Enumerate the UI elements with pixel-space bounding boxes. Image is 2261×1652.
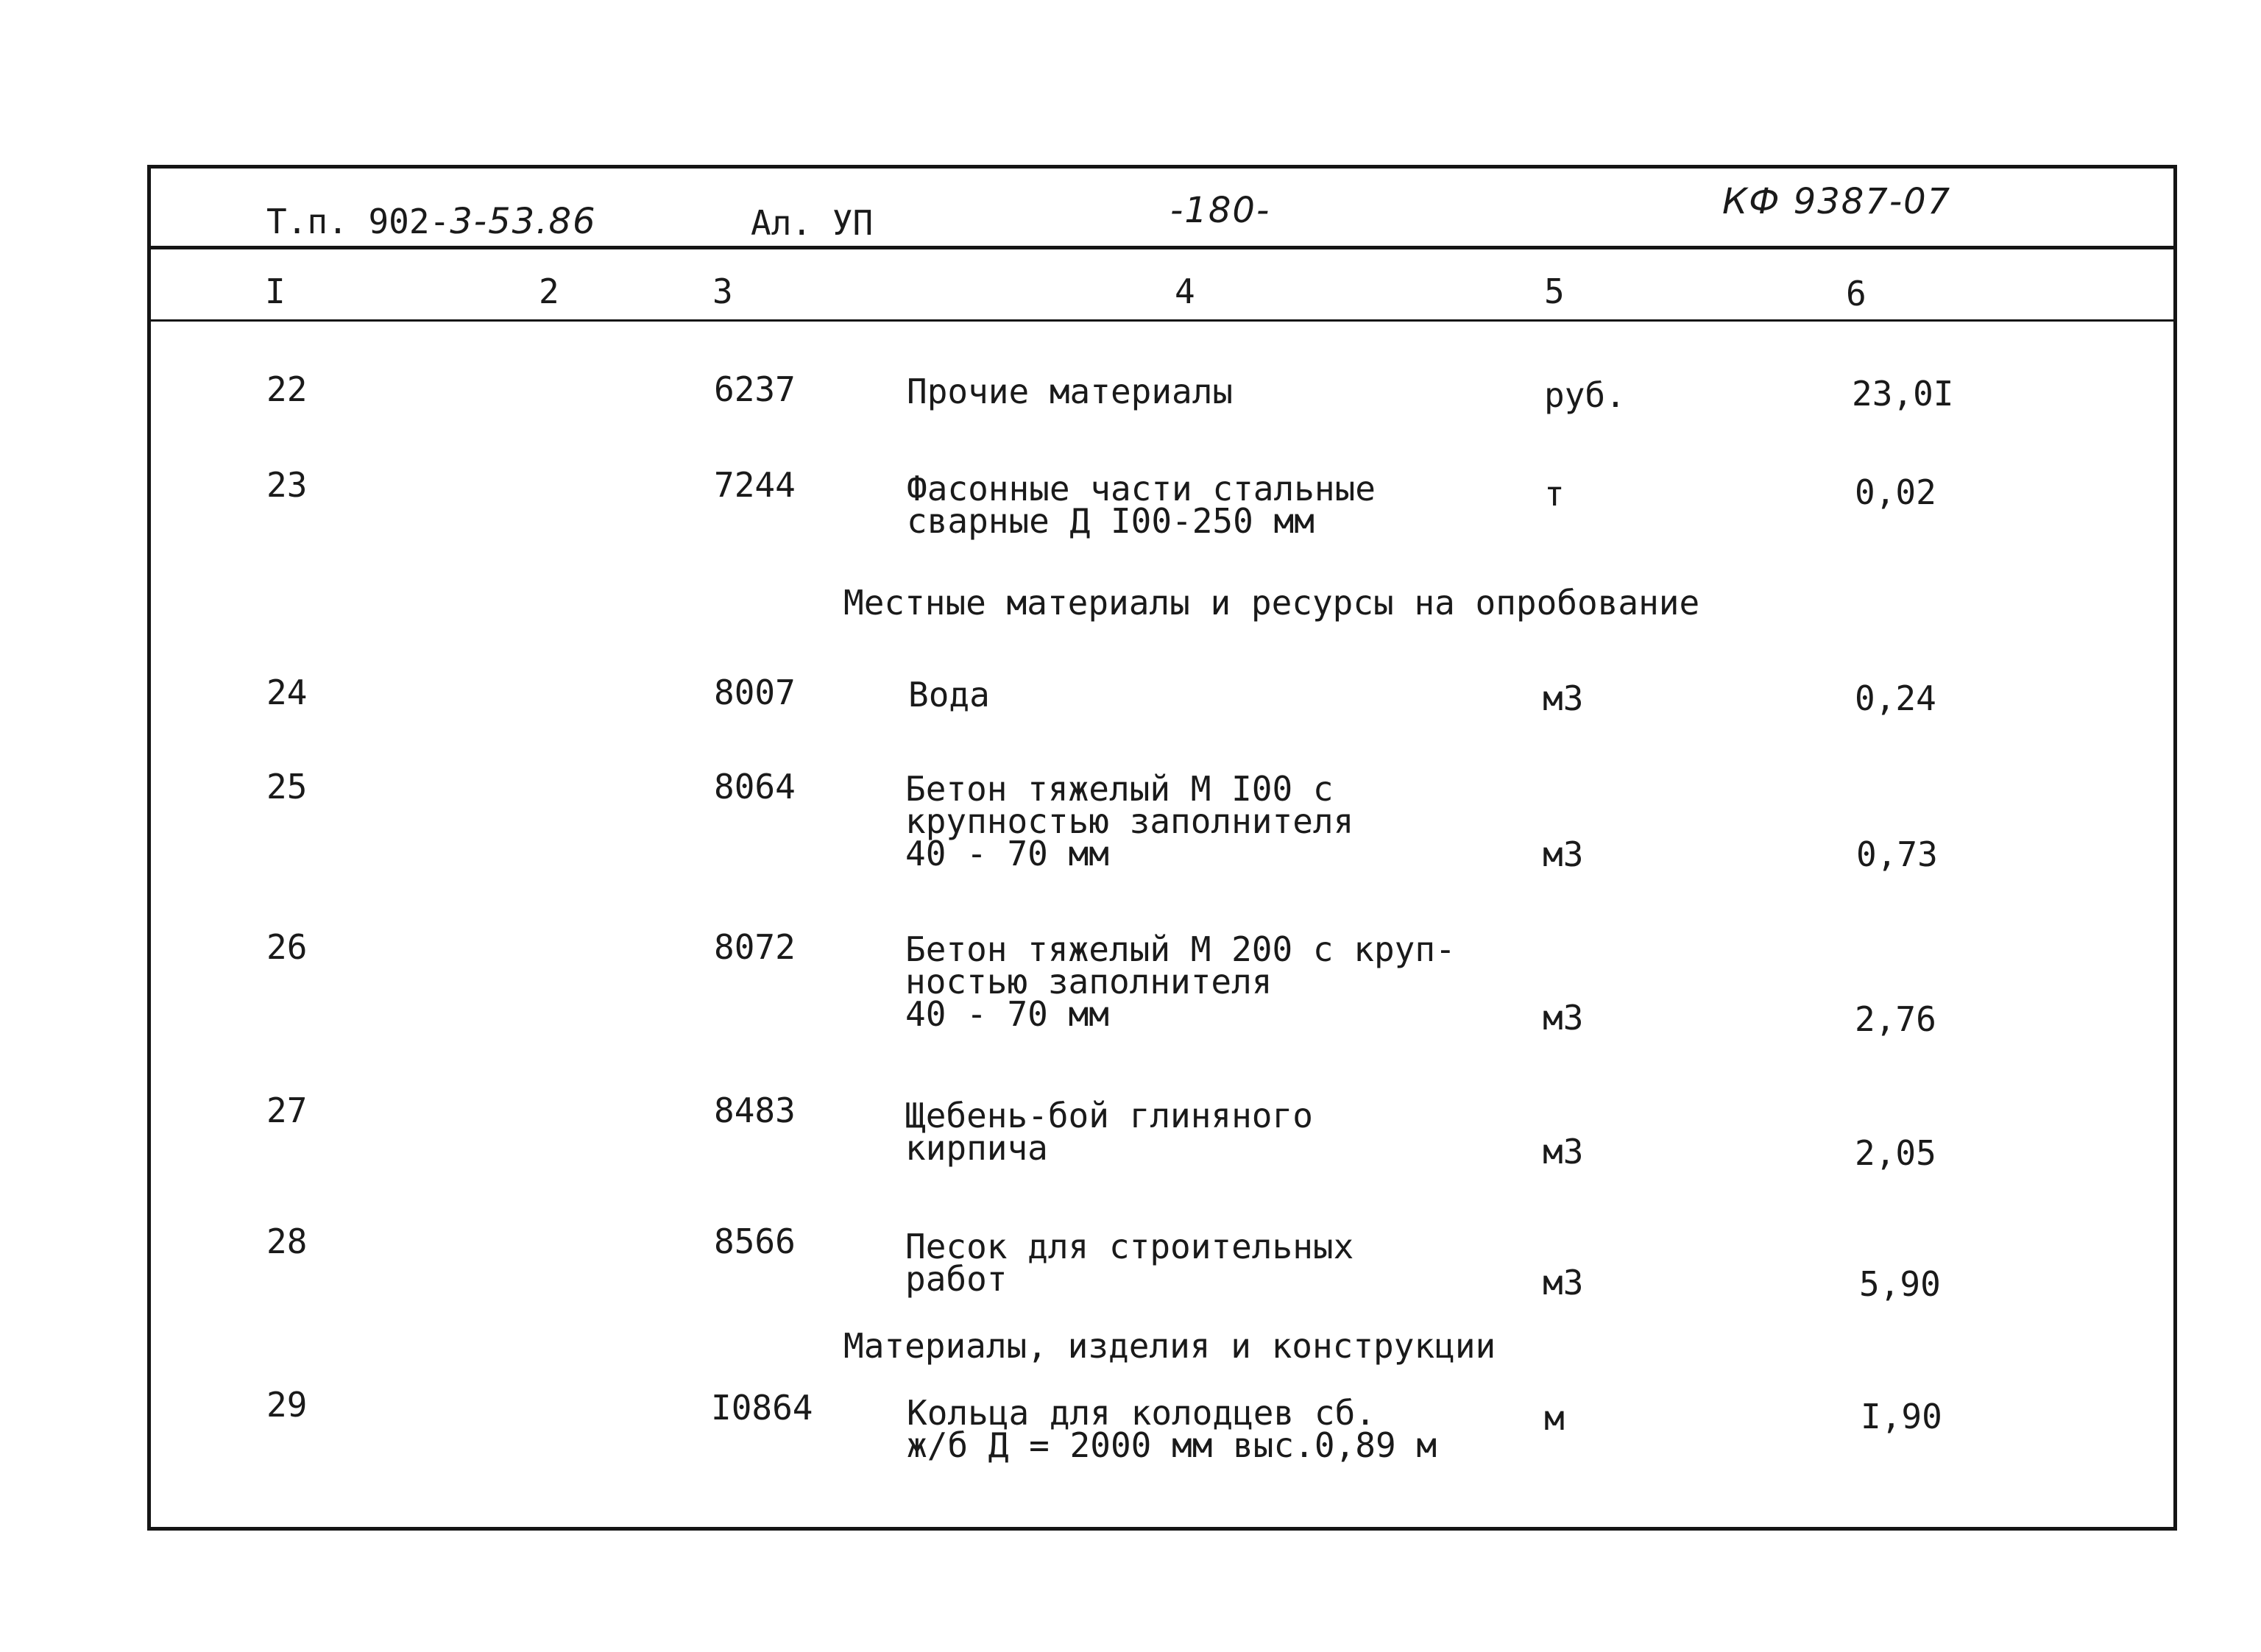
unit: м3 <box>1543 834 1584 874</box>
description-line: Бетон тяжелый М 200 с круп- <box>905 929 1456 969</box>
quantity: 5,90 <box>1859 1264 1941 1304</box>
resource-code: 6237 <box>714 369 796 409</box>
description-line: Щебень-бой глиняного <box>905 1096 1313 1135</box>
column-header-1: I <box>265 272 286 311</box>
row-number: 22 <box>266 369 308 409</box>
section-header-materials: Материалы, изделия и конструкции <box>843 1326 1496 1366</box>
description-line: работ <box>905 1259 1008 1299</box>
unit: руб. <box>1544 375 1626 415</box>
resource-code: 8566 <box>714 1222 796 1261</box>
doc-code-prefix: Т.п. 902- <box>266 202 450 241</box>
description-line: Песок для строительных <box>905 1227 1354 1266</box>
description-line: ностью заполнителя <box>905 962 1273 1002</box>
quantity: 2,76 <box>1855 999 1936 1039</box>
unit: т <box>1544 474 1565 514</box>
section-header-local-materials: Местные материалы и ресурсы на опробование <box>843 583 1700 623</box>
description-line: Кольца для колодцев сб. <box>907 1393 1376 1433</box>
resource-code: 8483 <box>714 1091 796 1130</box>
column-header-3: 3 <box>712 272 733 311</box>
description-line: крупностью заполнителя <box>905 801 1354 841</box>
row-number: 29 <box>266 1385 308 1425</box>
row-number: 23 <box>266 465 308 505</box>
description-line: Фасонные части стальные <box>907 469 1376 508</box>
resource-description <box>905 1096 1313 1168</box>
quantity: I,90 <box>1861 1397 1942 1436</box>
description-line: ж/б Д = 2000 мм выс.0,89 м <box>907 1425 1437 1465</box>
header-divider <box>147 246 2177 249</box>
row-number: 24 <box>266 673 308 712</box>
description-line: 40 - 70 мм <box>905 834 1109 873</box>
resource-description <box>907 1393 1437 1465</box>
doc-code <box>266 201 597 242</box>
row-number: 26 <box>266 927 308 967</box>
unit: м3 <box>1543 998 1584 1038</box>
description-line: Вода <box>908 675 990 715</box>
unit: м <box>1544 1398 1565 1438</box>
resource-description <box>908 675 990 715</box>
album-label: Ал. УП <box>751 203 874 243</box>
column-header-divider <box>151 319 2175 322</box>
column-header-4: 4 <box>1175 272 1195 311</box>
column-header-6: 6 <box>1846 274 1867 313</box>
doc-code-handwritten: 3-53.86 <box>450 201 597 242</box>
quantity: 23,0I <box>1852 374 1954 414</box>
unit: м3 <box>1543 1132 1584 1171</box>
description-line: Прочие материалы <box>907 372 1234 411</box>
unit: м3 <box>1543 678 1584 718</box>
page-number: -180- <box>1170 190 1271 231</box>
description-line: Бетон тяжелый М I00 с <box>905 769 1334 809</box>
resource-code: 7244 <box>714 465 796 505</box>
resource-description <box>905 1227 1354 1299</box>
resource-code: 8064 <box>714 767 796 806</box>
resource-description <box>905 769 1354 873</box>
quantity: 0,02 <box>1855 472 1936 512</box>
column-header-5: 5 <box>1544 272 1565 311</box>
description-line: сварные Д I00-250 мм <box>907 501 1315 541</box>
resource-code: 8072 <box>714 927 796 967</box>
resource-code: I0864 <box>711 1388 813 1428</box>
description-line: кирпича <box>905 1128 1048 1168</box>
unit: м3 <box>1543 1263 1584 1302</box>
resource-description <box>907 372 1234 411</box>
quantity: 0,73 <box>1856 834 1938 874</box>
description-line: 40 - 70 мм <box>905 994 1109 1034</box>
row-number: 27 <box>266 1091 308 1130</box>
quantity: 2,05 <box>1855 1133 1936 1173</box>
resource-description <box>907 469 1376 541</box>
resource-code: 8007 <box>714 673 796 712</box>
column-header-2: 2 <box>539 272 559 311</box>
resource-description <box>905 929 1456 1034</box>
quantity: 0,24 <box>1855 678 1936 718</box>
row-number: 28 <box>266 1222 308 1261</box>
row-number: 25 <box>266 767 308 806</box>
stamp-code: КФ 9387-07 <box>1722 181 1952 222</box>
